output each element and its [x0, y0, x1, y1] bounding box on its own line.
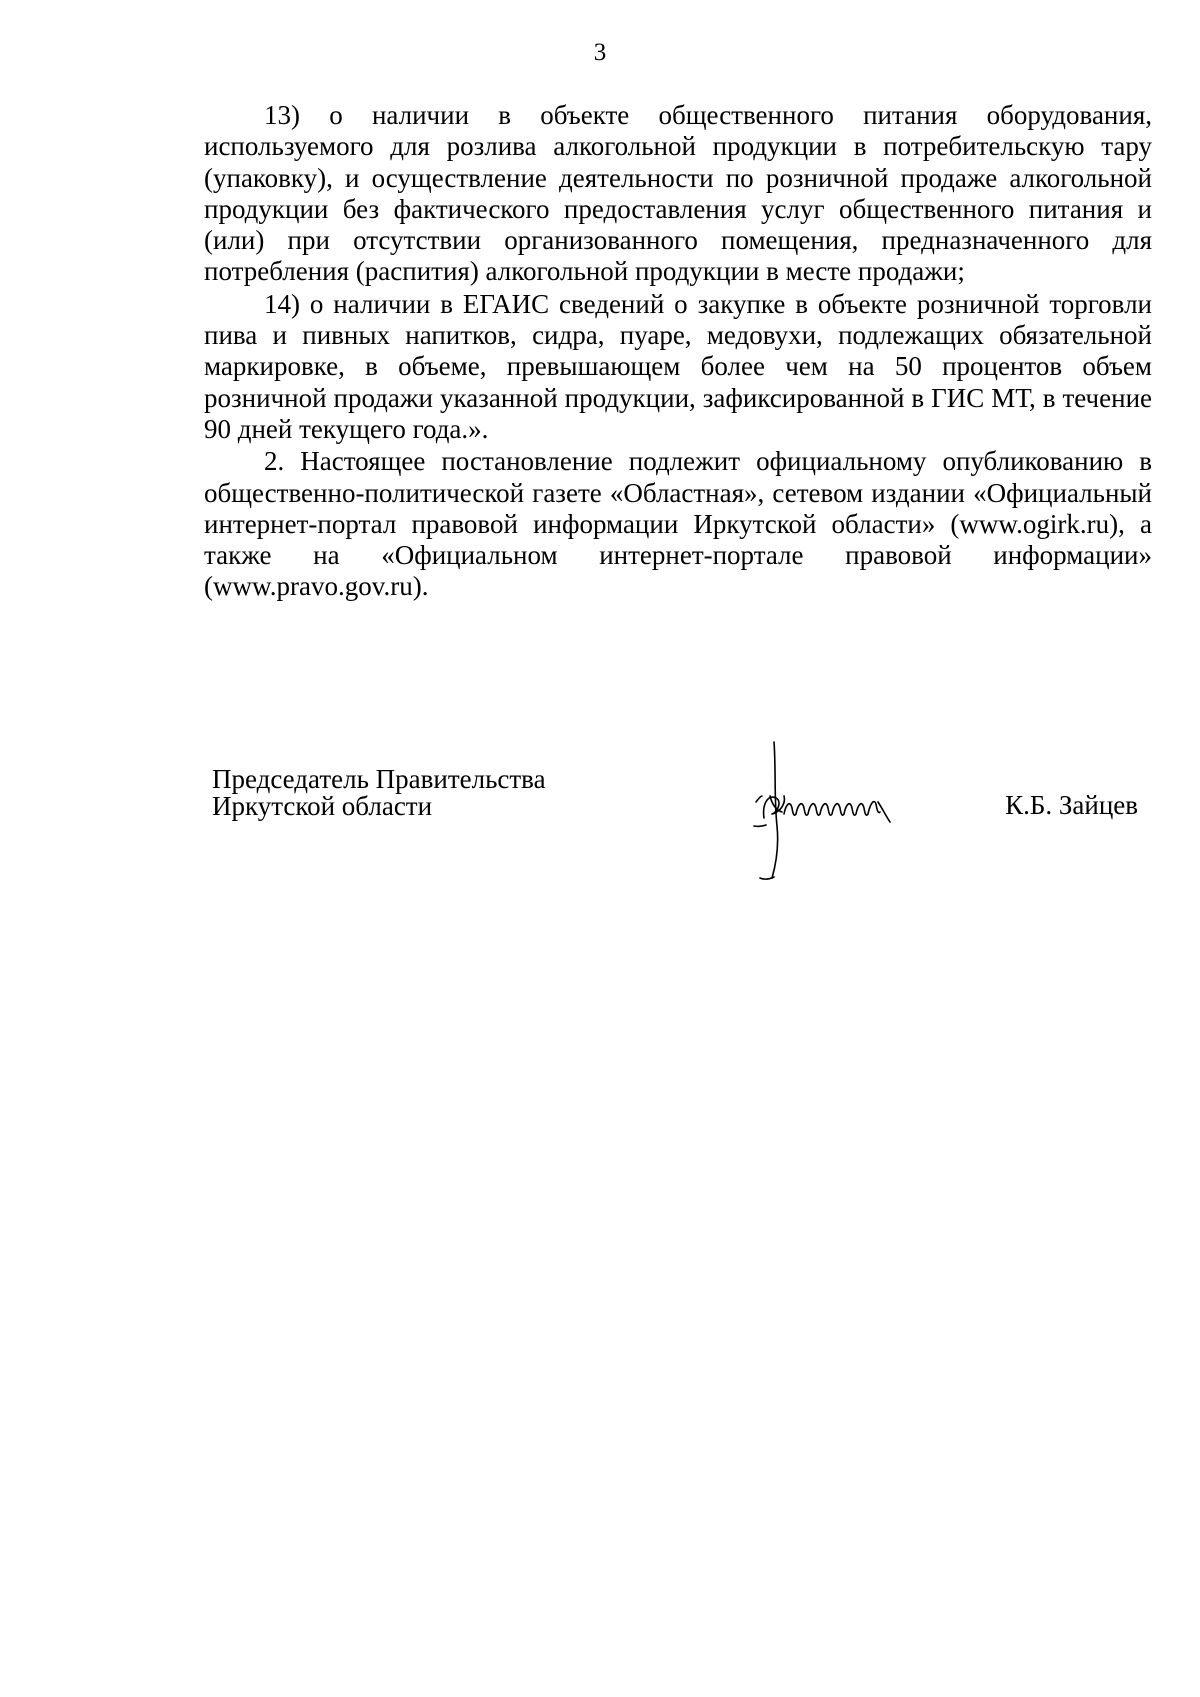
signer-position-line-1: Председатель Правительства: [212, 764, 546, 794]
page-number: 3: [593, 39, 607, 66]
document-body: [204, 100, 1152, 603]
paragraph-item-14: 14) о наличии в ЕГАИС сведений о закупке в объекте розничной торговли пива и пивных напитков, сидра, пуаре, медовухи, подлежащих обязательной маркировке, в объеме, превышающем более чем на 50 процентов объем розничной продажи указанной продукции, зафиксированной в ГИС МТ, в течение 90 дней текущего года.».: [204, 288, 1152, 444]
signer-position: [212, 766, 546, 820]
signer-position-line-2: Иркутской области: [212, 791, 433, 821]
handwritten-signature: [732, 738, 932, 888]
signer-name: К.Б. Зайцев: [1005, 790, 1138, 820]
paragraph-publication: 2. Настоящее постановление подлежит официальному опубликованию в общественно-политической газете «Областная», сетевом издании «Официальный интернет-портал правовой информации Иркутской области» (www.ogirk.ru), а также на «Официальном интернет-портале правовой информации» (www.pravo.gov.ru).: [204, 446, 1152, 602]
signature-block: [212, 766, 1152, 896]
paragraph-item-13: 13) о наличии в объекте общественного питания оборудования, используемого для розлива алкогольной продукции в потребительскую тару (упаковку), и осуществление деятельности по розничной продаже алкогольной продукции без фактического предоставления услуг общественного питания и (или) при отсутствии организованного помещения, предназначенного для потребления (распития) алкогольной продукции в месте продажи;: [204, 100, 1152, 287]
